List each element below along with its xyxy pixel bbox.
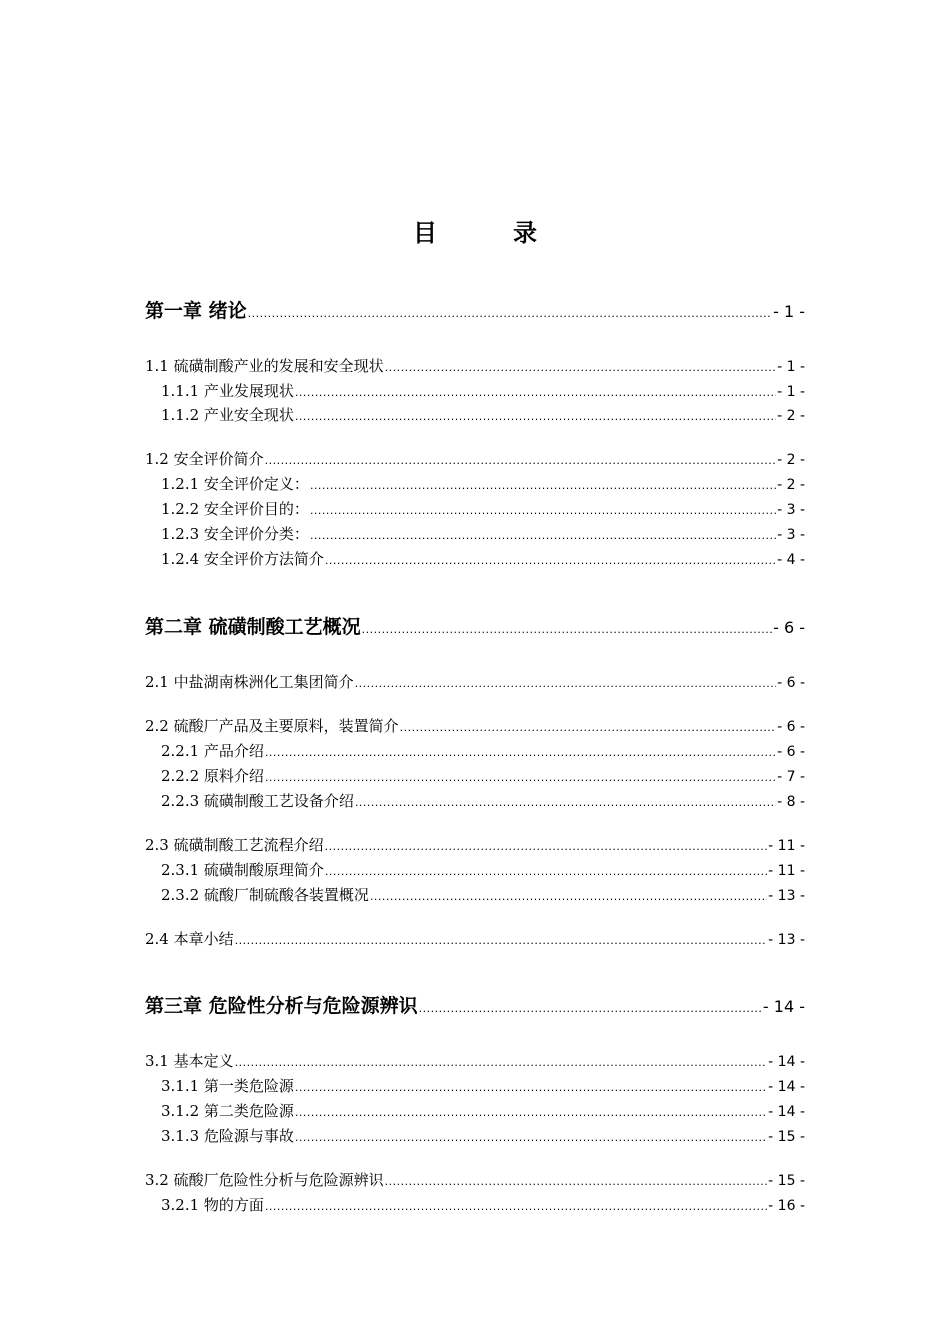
toc-entry-label: 第二章 硫磺制酸工艺概况 — [145, 616, 361, 638]
toc-entry[interactable] — [161, 473, 805, 494]
toc-entry-page: - 6 - — [773, 618, 805, 637]
toc-entry[interactable] — [145, 928, 805, 949]
toc-entry[interactable] — [161, 790, 805, 811]
toc-entry-page: - 13 - — [768, 932, 805, 948]
dot-leader — [295, 1131, 767, 1144]
toc-entry-page: - 3 - — [777, 502, 805, 518]
toc-entry-label: 第一章 绪论 — [145, 300, 247, 322]
toc-entry-page: - 15 - — [768, 1129, 805, 1145]
toc-entry-label: 3.1.1 第一类危险源 — [161, 1077, 294, 1095]
toc-entry[interactable] — [145, 448, 805, 469]
toc-entry[interactable] — [161, 765, 805, 786]
dot-leader — [325, 865, 767, 878]
toc-entry-page: - 1 - — [777, 359, 805, 375]
toc-entry[interactable] — [161, 404, 805, 425]
dot-leader — [325, 554, 776, 567]
toc-entry[interactable] — [161, 380, 805, 401]
toc-entry-page: - 8 - — [777, 794, 805, 810]
toc-entry[interactable] — [161, 498, 805, 519]
toc-entry-label: 2.4 本章小结 — [145, 930, 234, 948]
toc-entry[interactable] — [161, 1125, 805, 1146]
toc-entry-label: 3.1.2 第二类危险源 — [161, 1102, 294, 1120]
toc-entry-page: - 6 - — [777, 744, 805, 760]
toc-entry-label: 2.2.3 硫磺制酸工艺设备介绍 — [161, 792, 354, 810]
toc-entry-page: - 4 - — [777, 552, 805, 568]
toc-entry-chapter-3[interactable] — [145, 991, 805, 1018]
toc-entry-page: - 14 - — [768, 1104, 805, 1120]
dot-leader — [265, 454, 776, 467]
toc-entry-label: 2.3.1 硫磺制酸原理简介 — [161, 861, 324, 879]
toc-entry-label: 2.2 硫酸厂产品及主要原料，装置简介 — [145, 717, 399, 735]
dot-leader — [295, 1106, 767, 1119]
toc-entry[interactable] — [145, 834, 805, 855]
toc-entry[interactable] — [161, 548, 805, 569]
dot-leader — [370, 890, 767, 903]
toc-entry[interactable] — [145, 715, 805, 736]
dot-leader — [265, 1200, 767, 1213]
toc-entry-label: 2.2.2 原料介绍 — [161, 767, 264, 785]
toc-entry-label: 3.2.1 物的方面 — [161, 1196, 264, 1214]
dot-leader — [385, 361, 776, 374]
toc-entry-page: - 11 - — [768, 838, 805, 854]
toc-entry-page: - 7 - — [777, 769, 805, 785]
dot-leader — [310, 504, 776, 517]
dot-leader — [265, 771, 776, 784]
toc-entry-page: - 14 - — [768, 1079, 805, 1095]
toc-entry[interactable] — [161, 1075, 805, 1096]
dot-leader — [235, 1056, 768, 1069]
toc-entry-page: - 3 - — [777, 527, 805, 543]
toc-entry[interactable] — [145, 1050, 805, 1071]
dot-leader — [385, 1175, 768, 1188]
toc-entry-label: 1.2.4 安全评价方法简介 — [161, 550, 324, 568]
toc-entry[interactable] — [145, 671, 805, 692]
dot-leader — [248, 307, 772, 320]
toc-entry-label: 2.3 硫磺制酸工艺流程介绍 — [145, 836, 324, 854]
toc-entry-page: - 15 - — [768, 1173, 805, 1189]
toc-entry[interactable] — [161, 859, 805, 880]
dot-leader — [235, 934, 768, 947]
toc-entry[interactable] — [161, 740, 805, 761]
toc-entry-label: 1.1 硫磺制酸产业的发展和安全现状 — [145, 357, 384, 375]
toc-entry-page: - 14 - — [762, 997, 805, 1016]
dot-leader — [362, 623, 772, 636]
dot-leader — [355, 677, 776, 690]
dot-leader — [295, 1081, 767, 1094]
toc-entry-page: - 14 - — [768, 1054, 805, 1070]
dot-leader — [265, 746, 776, 759]
dot-leader — [355, 796, 776, 809]
toc-entry[interactable] — [161, 1100, 805, 1121]
toc-entry-label: 1.1.1 产业发展现状 — [161, 382, 294, 400]
page-title: 目 录 — [413, 219, 563, 247]
toc-entry-page: - 6 - — [777, 675, 805, 691]
toc-entry-page: - 2 - — [777, 408, 805, 424]
toc-entry-chapter-2[interactable] — [145, 612, 805, 639]
toc-entry[interactable] — [161, 884, 805, 905]
toc-entry-label: 2.2.1 产品介绍 — [161, 742, 264, 760]
dot-leader — [419, 1002, 762, 1015]
toc-entry-page: - 2 - — [777, 452, 805, 468]
dot-leader — [400, 721, 776, 734]
toc-entry-page: - 6 - — [777, 719, 805, 735]
dot-leader — [310, 529, 776, 542]
toc-entry[interactable] — [161, 523, 805, 544]
toc-entry-page: - 1 - — [777, 384, 805, 400]
dot-leader — [295, 386, 776, 399]
toc-entry-label: 1.1.2 产业安全现状 — [161, 406, 294, 424]
toc-entry-label: 2.1 中盐湖南株洲化工集团简介 — [145, 673, 354, 691]
toc-entry-label: 1.2.1 安全评价定义： — [161, 475, 309, 493]
dot-leader — [325, 840, 768, 853]
dot-leader — [295, 410, 776, 423]
toc-entry-label: 3.1 基本定义 — [145, 1052, 234, 1070]
toc-entry-label: 1.2.3 安全评价分类： — [161, 525, 309, 543]
toc-entry-label: 3.1.3 危险源与事故 — [161, 1127, 294, 1145]
toc-entry-label: 第三章 危险性分析与危险源辨识 — [145, 995, 418, 1017]
dot-leader — [310, 479, 776, 492]
toc-entry[interactable] — [145, 355, 805, 376]
toc-entry-label: 2.3.2 硫酸厂制硫酸各装置概况 — [161, 886, 369, 904]
toc-entry-label: 1.2.2 安全评价目的： — [161, 500, 309, 518]
toc-entry-page: - 2 - — [777, 477, 805, 493]
toc-entry-label: 3.2 硫酸厂危险性分析与危险源辨识 — [145, 1171, 384, 1189]
toc-entry-page: - 16 - — [768, 1198, 805, 1214]
toc-entry-page: - 11 - — [768, 863, 805, 879]
toc-entry-chapter-1[interactable] — [145, 296, 805, 323]
toc-entry-page: - 1 - — [773, 302, 805, 321]
toc-entry[interactable] — [145, 1169, 805, 1190]
toc-entry-label: 1.2 安全评价简介 — [145, 450, 264, 468]
toc-entry-page: - 13 - — [768, 888, 805, 904]
toc-entry[interactable] — [161, 1194, 805, 1215]
